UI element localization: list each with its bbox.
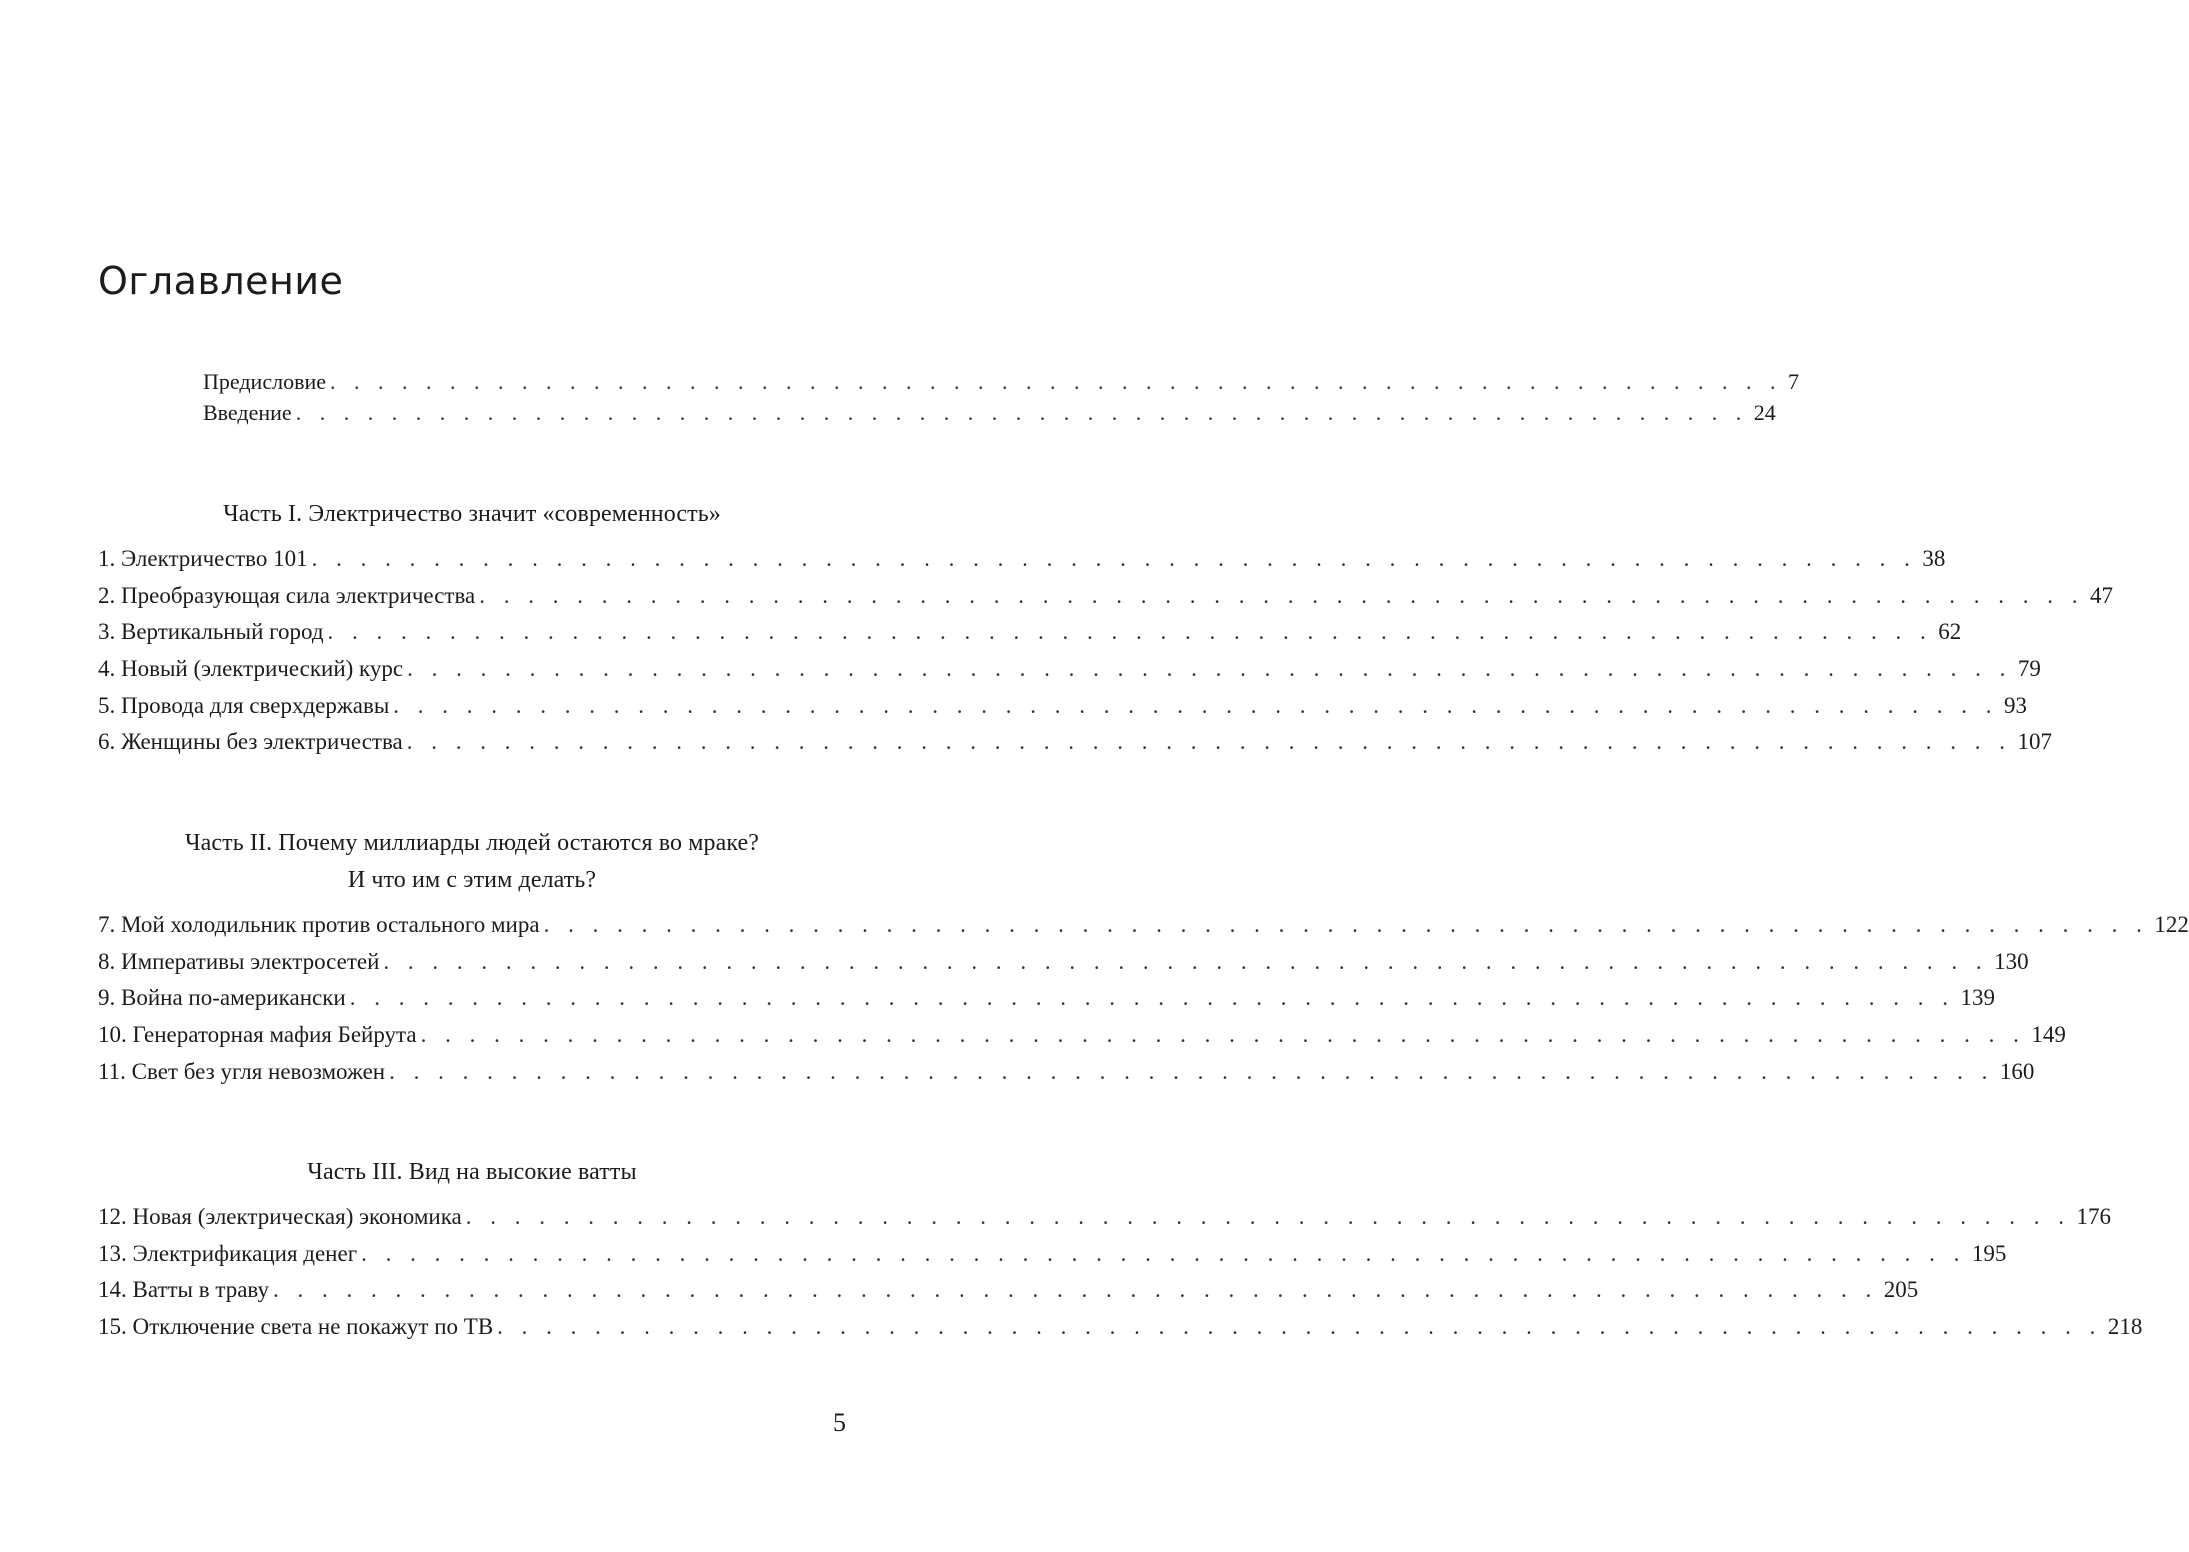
toc-entry-title: 2. Преобразующая сила электричества bbox=[98, 582, 476, 608]
toc-entry bbox=[98, 651, 2041, 688]
part-heading-line: Часть II. Почему миллиарды людей остаются во мраке? bbox=[184, 830, 760, 856]
toc-entry bbox=[203, 366, 1799, 397]
page-title: Оглавление bbox=[98, 259, 344, 303]
dot-leader: . . . . . . . . . . . . . . . . . . . . . . . . . . . . . . . . . . . . . . . . . . . . . . . . . . . . . . . . . . . . . . . . . . bbox=[543, 912, 2149, 937]
toc-entry-page: 195 bbox=[1971, 1240, 2007, 1266]
part-heading-line: Часть III. Вид на высокие ватты bbox=[307, 1159, 637, 1185]
dot-leader: . . . . . . . . . . . . . . . . . . . . . . . . . . . . . . . . . . . . . . . . . . . . . . . . . . . . . . . . . . . . . . . . . . bbox=[393, 692, 1999, 718]
toc-entry-title: 12. Новая (электрическая) экономика bbox=[98, 1204, 462, 1229]
toc-entry bbox=[98, 1017, 2066, 1054]
toc-entry-page: 149 bbox=[2031, 1022, 2066, 1048]
toc-entry-page: 205 bbox=[1883, 1277, 1919, 1303]
dot-leader: . . . . . . . . . . . . . . . . . . . . . . . . . . . . . . . . . . . . . . . . . . . . . . . . . . . . . . . . . . . . . . . . . . bbox=[349, 985, 1955, 1011]
dot-leader: . . . . . . . . . . . . . . . . . . . . . . . . . . . . . . . . . . . . . . . . . . . . . . . . . . . . . . . . . . . . . . . . . . bbox=[497, 1314, 2102, 1340]
toc-entry-title: 8. Императивы электросетей bbox=[98, 948, 380, 974]
toc-entry-title: 4. Новый (электрический) курс bbox=[98, 656, 404, 682]
toc-entry-title: 9. Война по-американски bbox=[98, 985, 346, 1011]
toc-entry bbox=[98, 1272, 1919, 1309]
dot-leader: . . . . . . . . . . . . . . . . . . . . . . . . . . . . . . . . . . . . . . . . . . . . . . . . . . . . . . . . . . . . . . . . . . bbox=[406, 729, 2012, 755]
toc-entry-page: 176 bbox=[2076, 1204, 2111, 1229]
dot-leader: . . . . . . . . . . . . . . . . . . . . . . . . . . . . . . . . . . . . . . . . . . . . . . . . . . . . . . . . . . . . . . . . . . bbox=[389, 1058, 1994, 1084]
toc-entry-title: Введение bbox=[203, 400, 292, 425]
toc-entry-page: 47 bbox=[2090, 582, 2113, 608]
toc-entry bbox=[98, 578, 2113, 615]
toc-entry bbox=[98, 614, 1962, 651]
toc-entry bbox=[98, 541, 1946, 578]
page-number: 5 bbox=[833, 1408, 846, 1437]
toc-entry-title: 10. Генераторная мафия Бейрута bbox=[98, 1022, 417, 1048]
toc-entry-page: 218 bbox=[2107, 1314, 2143, 1340]
toc-entry-title: 3. Вертикальный город bbox=[98, 619, 324, 645]
part-heading-line: И что им с этим делать? bbox=[347, 867, 597, 893]
toc-entry bbox=[98, 1309, 2143, 1346]
toc-entry-page: 160 bbox=[1999, 1058, 2035, 1084]
part-section bbox=[98, 1154, 2143, 1346]
dot-leader: . . . . . . . . . . . . . . . . . . . . . . . . . . . . . . . . . . . . . . . . . . . . . . . . . . . . . . . . . . . . . . . . . . bbox=[420, 1022, 2026, 1048]
toc-entry-title: Предисловие bbox=[203, 369, 326, 394]
toc-entry-title: 7. Мой холодильник против остального мира bbox=[98, 912, 540, 937]
toc-entry-page: 107 bbox=[2017, 729, 2052, 755]
toc-entry bbox=[98, 1199, 2111, 1236]
dot-leader: . . . . . . . . . . . . . . . . . . . . . . . . . . . . . . . . . . . . . . . . . . . . . . . . . . . . . . . . . . . . . . . . . . bbox=[311, 546, 1917, 571]
toc-entry-title: 6. Женщины без электричества bbox=[98, 729, 403, 755]
toc-entry bbox=[98, 688, 2028, 725]
toc-entry-title: 11. Свет без угля невозможен bbox=[98, 1058, 386, 1084]
toc-entry-page: 122 bbox=[2154, 912, 2189, 937]
toc-entry-page: 24 bbox=[1753, 400, 1776, 425]
toc-entry-page: 139 bbox=[1960, 985, 1995, 1011]
part-heading bbox=[98, 825, 846, 899]
toc-entry bbox=[98, 1054, 2035, 1091]
dot-leader: . . . . . . . . . . . . . . . . . . . . . . . . . . . . . . . . . . . . . . . . . . . . . . . . . . . . . . . . . . . . . . . . . . bbox=[465, 1204, 2071, 1229]
toc-entry-title: 15. Отключение света не покажут по ТВ bbox=[98, 1314, 494, 1340]
dot-leader: . . . . . . . . . . . . . . . . . . . . . . . . . . . . . . . . . . . . . . . . . . . . . . . . . . . . . . . . . . . . . . . . . . bbox=[383, 948, 1989, 974]
toc-entry-page: 7 bbox=[1788, 369, 1799, 394]
toc-entry-page: 93 bbox=[2004, 692, 2028, 718]
toc-entry-title: 14. Ватты в траву bbox=[98, 1277, 269, 1303]
part-heading bbox=[98, 1154, 846, 1191]
toc-entry bbox=[98, 907, 2189, 944]
dot-leader: . . . . . . . . . . . . . . . . . . . . . . . . . . . . . . . . . . . . . . . . . . . . . . . . . . . . . . . . . . . . . . . . . . bbox=[479, 582, 2084, 608]
toc-entry bbox=[98, 1236, 2007, 1273]
dot-leader: . . . . . . . . . . . . . . . . . . . . . . . . . . . . . . . . . . . . . . . . . . . . . . . . . . . . . . . . . . . . . . . . . . bbox=[361, 1240, 1966, 1266]
toc-entry-title: 1. Электричество 101 bbox=[98, 546, 308, 571]
toc-entry-title: 5. Провода для сверхдержавы bbox=[98, 692, 390, 718]
part-heading-line: Часть I. Электричество значит «современность» bbox=[223, 501, 721, 527]
toc-entry bbox=[98, 980, 1995, 1017]
dot-leader: . . . . . . . . . . . . . . . . . . . . . . . . . . . . . . . . . . . . . . . . . . . . . . . . . . . . . . . . . . . . . bbox=[295, 400, 1748, 425]
front-matter-list bbox=[203, 366, 1799, 428]
dot-leader: . . . . . . . . . . . . . . . . . . . . . . . . . . . . . . . . . . . . . . . . . . . . . . . . . . . . . . . . . . . . . . . . . . bbox=[407, 656, 2012, 682]
toc-entry bbox=[203, 397, 1776, 428]
dot-leader: . . . . . . . . . . . . . . . . . . . . . . . . . . . . . . . . . . . . . . . . . . . . . . . . . . . . . . . . . . . . . bbox=[330, 369, 1782, 394]
toc-entry-page: 38 bbox=[1922, 546, 1946, 571]
toc-entry bbox=[98, 724, 2052, 761]
toc-entry-page: 79 bbox=[2017, 656, 2041, 682]
dot-leader: . . . . . . . . . . . . . . . . . . . . . . . . . . . . . . . . . . . . . . . . . . . . . . . . . . . . . . . . . . . . . . . . . . bbox=[327, 619, 1933, 645]
dot-leader: . . . . . . . . . . . . . . . . . . . . . . . . . . . . . . . . . . . . . . . . . . . . . . . . . . . . . . . . . . . . . . . . . . bbox=[272, 1277, 1878, 1303]
toc-entry-page: 130 bbox=[1994, 948, 2029, 974]
toc-entry-page: 62 bbox=[1938, 619, 1962, 645]
toc-entry bbox=[98, 944, 2029, 981]
part-section bbox=[98, 825, 2189, 1090]
part-section bbox=[98, 496, 2113, 761]
part-heading bbox=[98, 496, 846, 533]
toc-entry-title: 13. Электрификация денег bbox=[98, 1240, 358, 1266]
